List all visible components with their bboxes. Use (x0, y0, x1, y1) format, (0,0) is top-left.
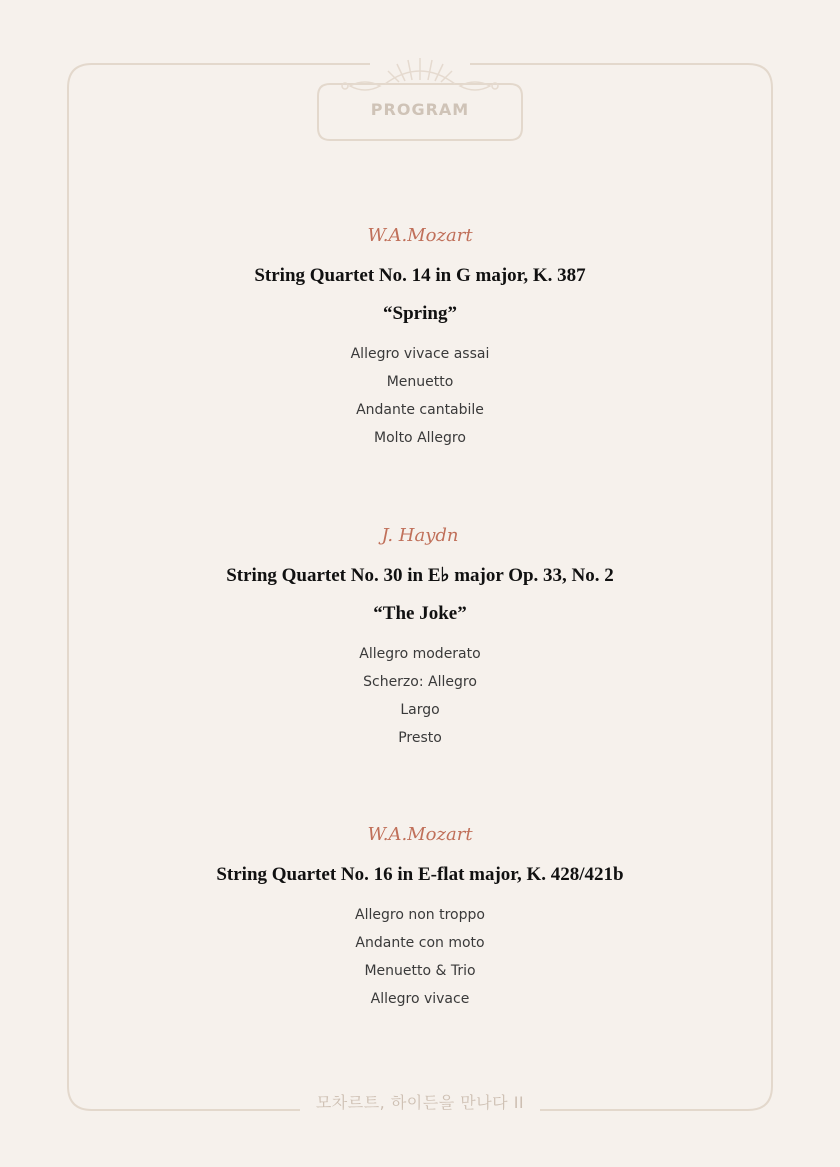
work-title: String Quartet No. 16 in E-flat major, K. 428/421b (216, 864, 624, 885)
movement-item: Menuetto & Trio (364, 963, 476, 979)
sunburst-ornament-icon (342, 58, 498, 90)
program-piece-3 (100, 823, 740, 1013)
movement-item: Andante cantabile (356, 402, 484, 418)
movement-list (100, 901, 740, 1013)
composer-name: W.A.Mozart (367, 225, 473, 246)
work-title: String Quartet No. 14 in G major, K. 387 (254, 265, 586, 286)
movement-item: Allegro moderato (359, 646, 481, 662)
movement-item: Menuetto (386, 374, 454, 390)
movement-item: Largo (400, 702, 440, 718)
movement-item: Allegro vivace assai (350, 346, 490, 362)
program-heading: PROGRAM (370, 100, 470, 119)
program-piece-2 (100, 524, 740, 752)
movement-item: Molto Allegro (374, 430, 466, 446)
movement-item: Presto (398, 730, 442, 746)
work-title: String Quartet No. 30 in E♭ major Op. 33, No. 2 (226, 565, 614, 586)
concert-title-footer: 모차르트, 하이든을 만나다 II (315, 1093, 525, 1112)
work-nickname: “Spring” (383, 303, 457, 324)
movement-list (100, 340, 740, 452)
movement-list (100, 640, 740, 752)
work-nickname: “The Joke” (373, 603, 467, 624)
program-piece-1 (100, 224, 740, 452)
movement-item: Scherzo: Allegro (363, 674, 477, 690)
movement-item: Allegro vivace (370, 991, 470, 1007)
movement-item: Allegro non troppo (355, 907, 485, 923)
movement-item: Andante con moto (355, 935, 485, 951)
composer-name: W.A.Mozart (367, 824, 473, 845)
composer-name: J. Haydn (381, 525, 459, 546)
